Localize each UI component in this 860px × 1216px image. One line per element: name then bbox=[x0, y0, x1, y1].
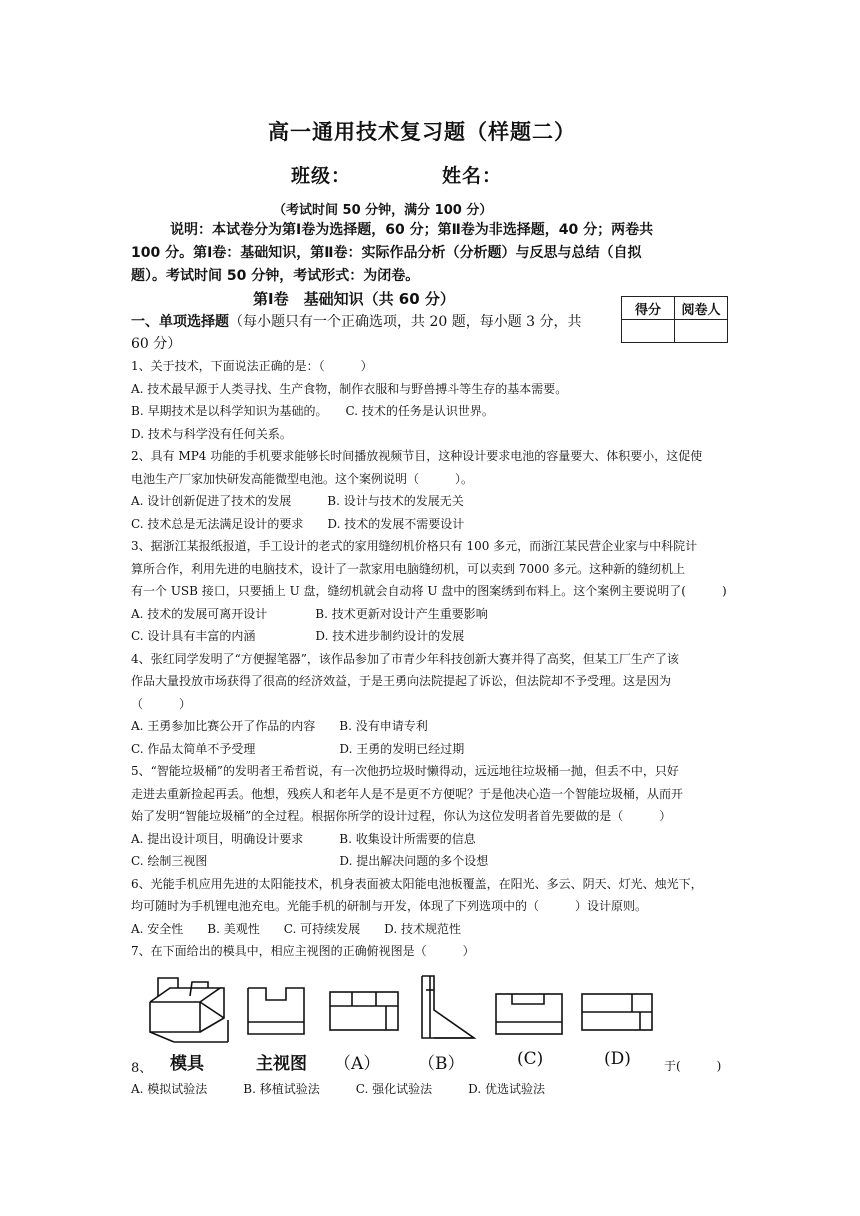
question-line: A. 技术最早源于人类寻找、生产食物，制作衣服和与野兽搏斗等生存的基本需要。 bbox=[131, 382, 568, 396]
score-header: 得分 bbox=[622, 297, 675, 320]
question-line: A. 安全性 B. 美观性 C. 可持续发展 D. 技术规范性 bbox=[131, 922, 461, 936]
question-line: 5、“智能垃圾桶”的发明者王希哲说，有一次他扔垃圾时懒得动，远远地往垃圾桶一抛，但丢不中，只好 bbox=[131, 764, 679, 778]
question-line: 3、据浙江某报纸报道，手工设计的老式的家用缝纫机价格只有 100 多元，而浙江某民营企业家与中科院计 bbox=[131, 539, 698, 553]
figure-label-b: （B） bbox=[418, 1054, 465, 1074]
score-table bbox=[621, 296, 728, 343]
question-line: A. 设计创新促进了技术的发展 B. 设计与技术的发展无关 bbox=[131, 494, 464, 508]
question-line: 作品大量投放市场获得了很高的经济效益，于是王勇向法院提起了诉讼，但法院却不予受理。这是因为 bbox=[131, 674, 672, 688]
question-line: 2、具有 MP4 功能的手机要求能够长时间播放视频节目，这种设计要求电池的容量要大、体积要小，这促使 bbox=[131, 449, 703, 463]
question-line: 均可随时为手机锂电池充电。光能手机的研制与开发，体现了下列选项中的（ ）设计原则。 bbox=[131, 899, 648, 913]
isometric-model bbox=[150, 978, 228, 1042]
instructions-line-2: 100 分。第Ⅰ卷：基础知识，第Ⅱ卷：实际作品分析（分析题）与反思与总结（自拟 bbox=[131, 245, 642, 261]
figure-label-a: （A） bbox=[334, 1054, 381, 1074]
question-line: D. 技术与科学没有任何关系。 bbox=[131, 427, 292, 441]
question-line: C. 绘制三视图 D. 提出解决问题的多个设想 bbox=[131, 854, 489, 868]
instructions-line-3: 题）。考试时间 50 分钟，考试形式：为闭卷。 bbox=[131, 268, 420, 284]
section1-title: 一、单项选择题 bbox=[131, 314, 229, 330]
section1-heading bbox=[131, 311, 582, 331]
section1-desc: （每小题只有一个正确选项，共 20 题，每小题 3 分，共 bbox=[229, 314, 582, 330]
question-line: C. 作品太简单不予受理 D. 王勇的发明已经过期 bbox=[131, 742, 465, 756]
question-line: A. 王勇参加比赛公开了作品的内容 B. 没有申请专利 bbox=[131, 719, 428, 733]
instructions-line-1: 说明：本试卷分为第Ⅰ卷为选择题，60 分；第Ⅱ卷为非选择题，40 分；两卷共 bbox=[170, 222, 654, 238]
figure-label-main-view: 主视图 bbox=[256, 1054, 307, 1074]
q8-prefix: 8、 bbox=[131, 1061, 153, 1076]
option-d-view bbox=[582, 994, 652, 1030]
figure-label-model: 模具 bbox=[170, 1054, 204, 1074]
part1-heading: 第Ⅰ卷 基础知识（共 60 分） bbox=[253, 290, 455, 308]
question-line: 4、张红同学发明了“方便握笔器”，该作品参加了市青少年科技创新大赛并得了高奖，但某工厂生产了该 bbox=[131, 652, 679, 666]
question-line: 电池生产厂家加快研发高能微型电池。这个案例说明（ ）。 bbox=[131, 472, 474, 486]
exam-time: （考试时间 50 分钟，满分 100 分） bbox=[273, 203, 493, 218]
question-line: C. 技术总是无法满足设计的要求 D. 技术的发展不需要设计 bbox=[131, 517, 465, 531]
figure-label-c: (C) bbox=[517, 1049, 544, 1069]
page-title: 高一通用技术复习题（样题二） bbox=[268, 120, 576, 144]
question-line: 6、光能手机应用先进的太阳能技术，机身表面被太阳能电池板覆盖，在阳光、多云、阴天、灯光、烛光下， bbox=[131, 877, 703, 891]
question-line: B. 早期技术是以科学知识为基础的。 C. 技术的任务是认识世界。 bbox=[131, 404, 494, 418]
q8-suffix: 于( ) bbox=[664, 1059, 722, 1073]
question7-figure bbox=[140, 970, 670, 1050]
question-line: 走进去重新捡起再丢。他想，残疾人和老年人是不是更不方便呢？于是他决心造一个智能垃圾桶，从而开 bbox=[131, 787, 684, 801]
option-c-view bbox=[496, 994, 562, 1034]
main-view bbox=[248, 988, 304, 1034]
score-cell[interactable] bbox=[622, 320, 675, 343]
question-line: 有一个 USB 接口，只要插上 U 盘，缝纫机就会自动将 U 盘中的图案绣到布料上。这个案例主要说明了( ) bbox=[131, 584, 727, 598]
question-line: 算所合作，利用先进的电脑技术，设计了一款家用电脑缝纫机，可以卖到 7000 多元。这种新的缝纫机上 bbox=[131, 562, 686, 576]
q8-options: A. 模拟试验法 B. 移植试验法 C. 强化试验法 D. 优选试验法 bbox=[131, 1082, 545, 1096]
option-a-view bbox=[330, 992, 398, 1030]
figure-label-d: (D) bbox=[604, 1049, 631, 1069]
question-line: A. 提出设计项目，明确设计要求 B. 收集设计所需要的信息 bbox=[131, 832, 476, 846]
option-b-view bbox=[422, 976, 474, 1038]
question-line: 始了发明“智能垃圾桶”的全过程。根据你所学的设计过程，你认为这位发明者首先要做的是（ ） bbox=[131, 809, 672, 823]
question-line: A. 技术的发展可离开设计 B. 技术更新对设计产生重要影响 bbox=[131, 607, 488, 621]
grader-cell[interactable] bbox=[675, 320, 728, 343]
question-line: （ ） bbox=[131, 697, 192, 711]
class-label: 班级： bbox=[291, 165, 352, 187]
question-line: 7、在下面给出的模具中，相应主视图的正确俯视图是（ ） bbox=[131, 944, 475, 958]
name-label: 姓名： bbox=[442, 165, 503, 187]
question-line: 1、关于技术，下面说法正确的是：（ ） bbox=[131, 359, 373, 373]
question-line: C. 设计具有丰富的内涵 D. 技术进步制约设计的发展 bbox=[131, 629, 465, 643]
grader-header: 阅卷人 bbox=[675, 297, 728, 320]
section1-desc-line2: 60 分） bbox=[131, 336, 182, 352]
